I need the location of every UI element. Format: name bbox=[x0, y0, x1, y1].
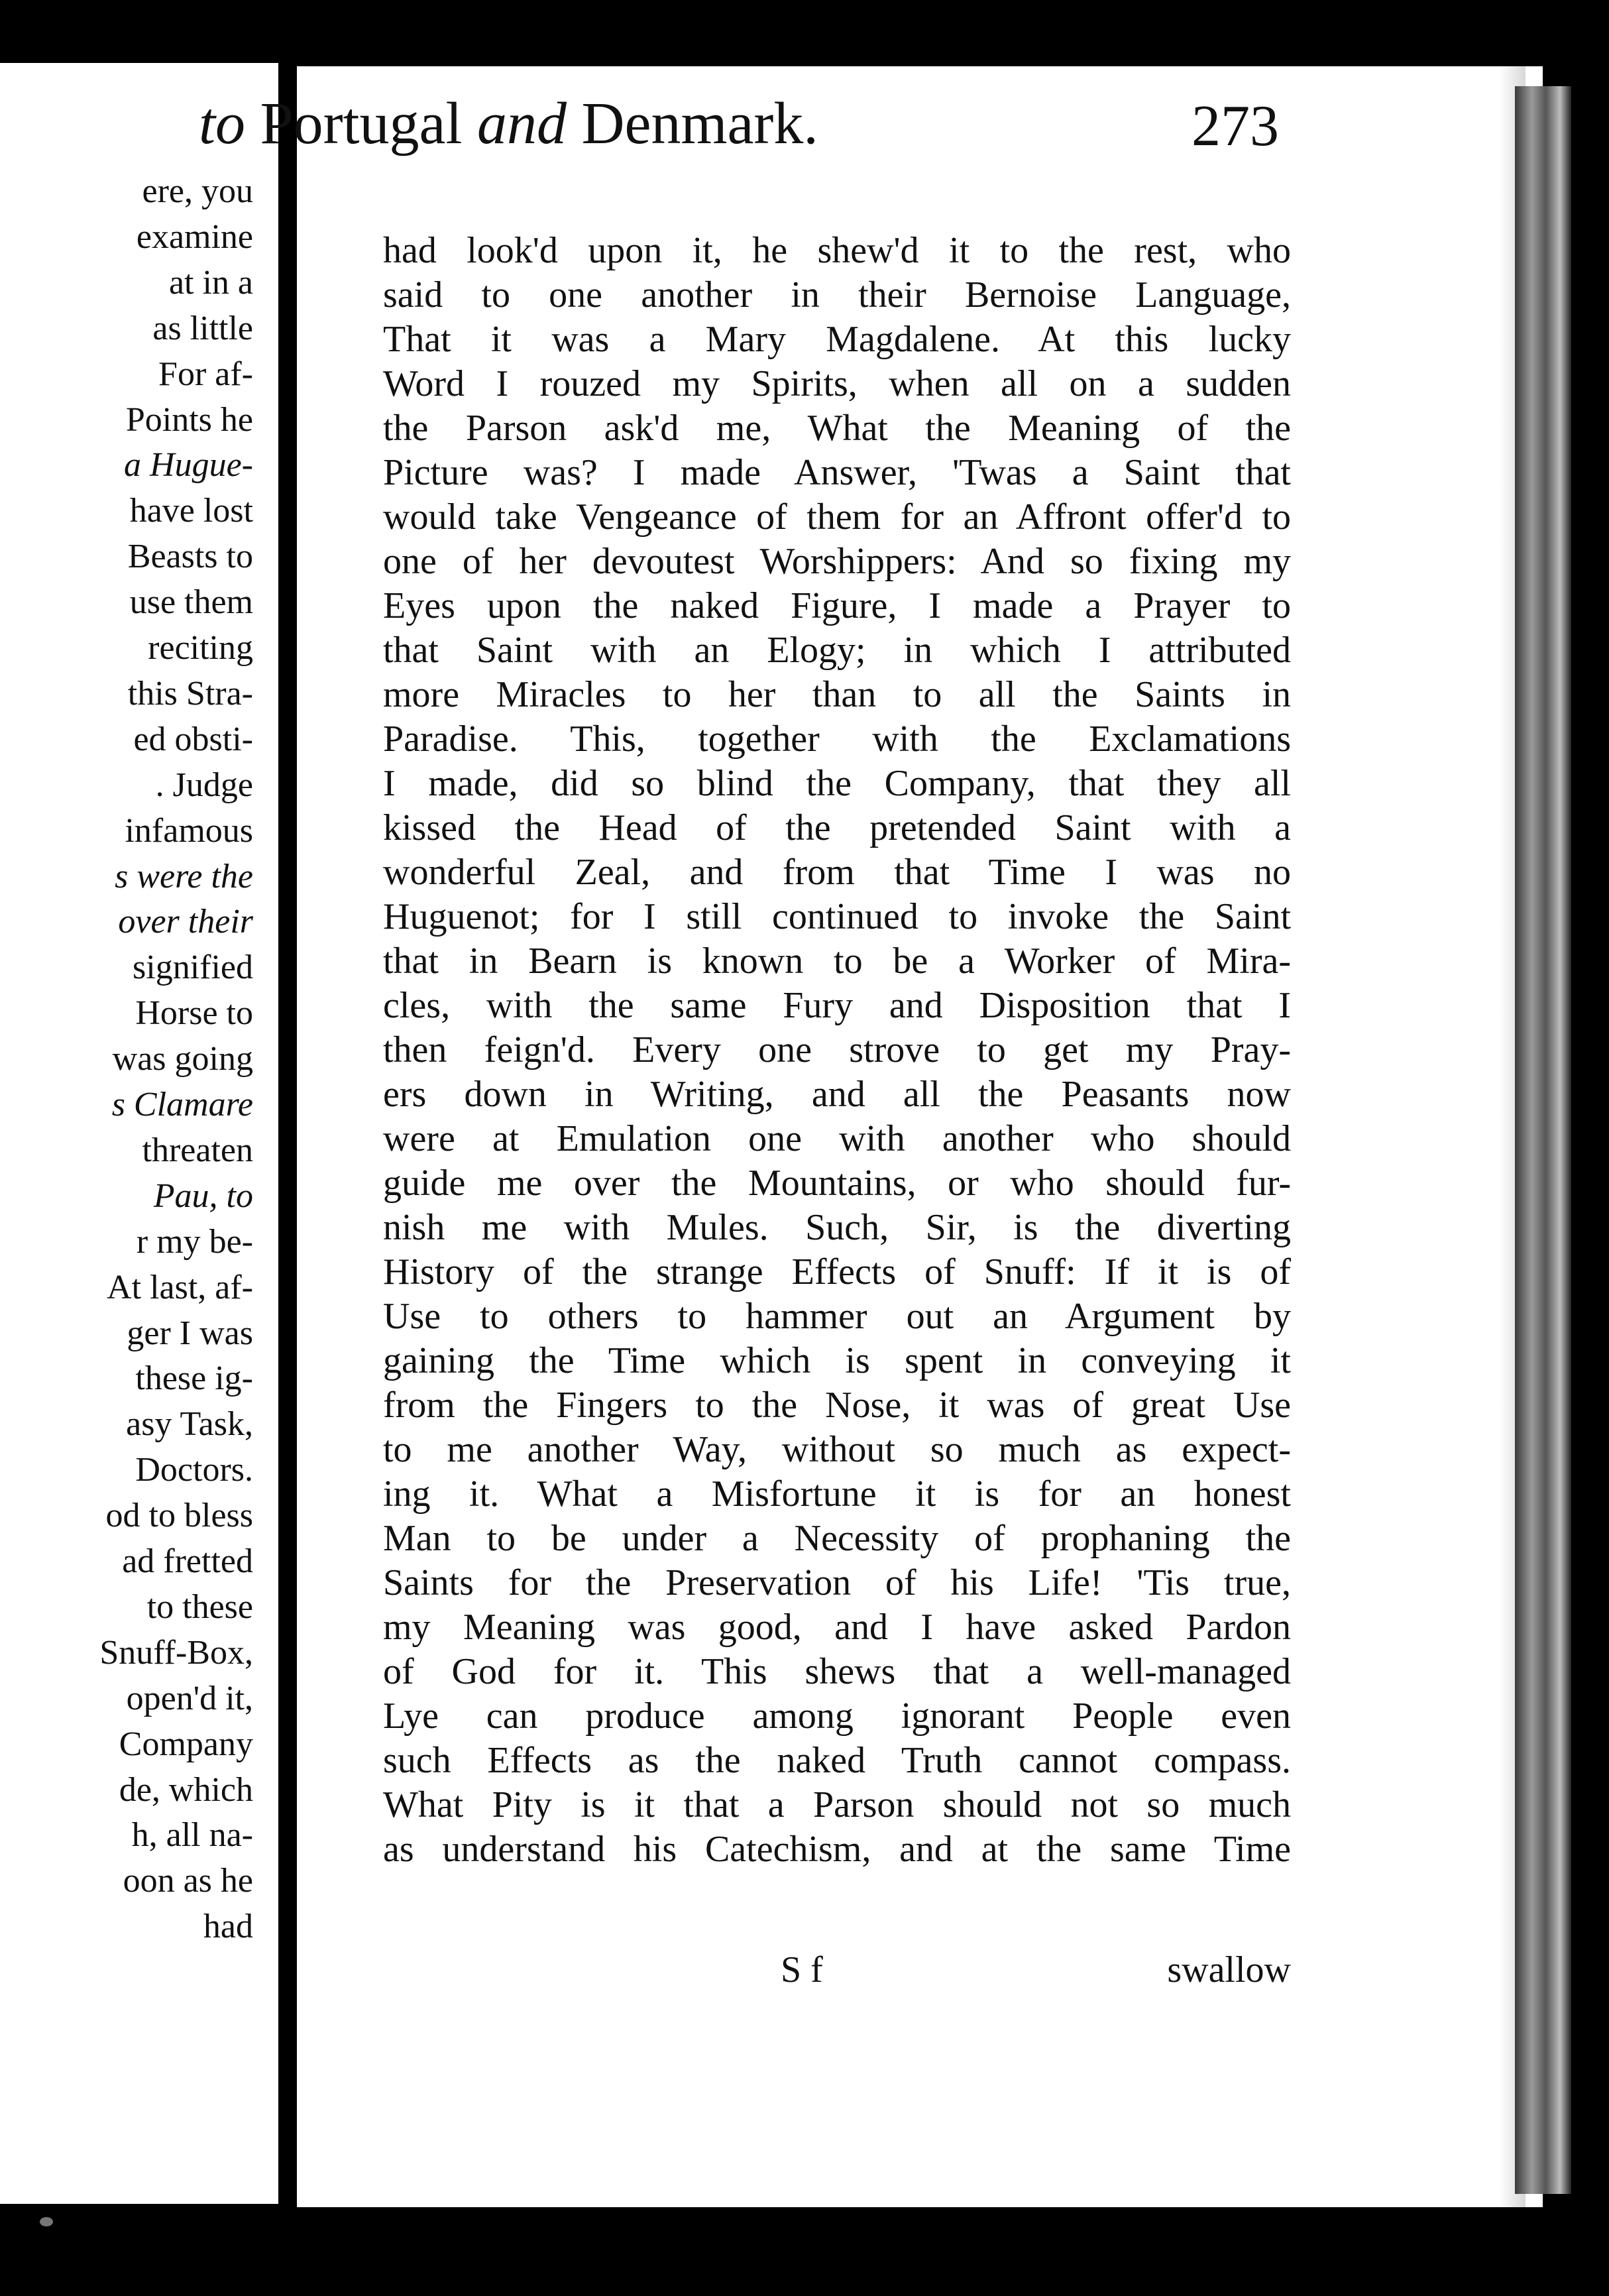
body-line: Eyes upon the naked Figure, I made a Prayer to bbox=[383, 585, 1291, 626]
left-fragment-line: reciting bbox=[148, 629, 253, 667]
page-number: 273 bbox=[1192, 94, 1279, 158]
left-fragment-line: At last, af- bbox=[107, 1268, 253, 1306]
body-line: as understand his Catechism, and at the same Time bbox=[383, 1829, 1291, 1870]
body-text bbox=[383, 229, 1291, 1872]
body-line: such Effects as the naked Truth cannot compass. bbox=[383, 1740, 1291, 1781]
page-edge bbox=[1515, 86, 1571, 2194]
body-line: had look'd upon it, he shew'd it to the rest, who bbox=[383, 230, 1291, 271]
left-fragment-line: a Hugue- bbox=[124, 446, 253, 485]
body-line: History of the strange Effects of Snuff: If it is of bbox=[383, 1251, 1291, 1292]
body-line: more Miracles to her than to all the Saints in bbox=[383, 674, 1291, 715]
body-line: that in Bearn is known to be a Worker of Mira- bbox=[383, 941, 1291, 982]
body-line: gaining the Time which is spent in conveying it bbox=[383, 1340, 1291, 1381]
title-b: Denmark. bbox=[567, 91, 818, 156]
left-fragment-line: Doctors. bbox=[135, 1451, 253, 1489]
left-fragment-line: at in a bbox=[168, 263, 253, 302]
title-mid: and bbox=[477, 91, 567, 156]
left-fragment-line: Beasts to bbox=[127, 538, 253, 576]
left-fragment-line: asy Task, bbox=[126, 1405, 253, 1444]
left-fragment-line: had bbox=[203, 1908, 253, 1946]
body-line: I made, did so blind the Company, that they all bbox=[383, 763, 1291, 804]
body-line: Word I rouzed my Spirits, when all on a sudden bbox=[383, 363, 1291, 404]
left-fragment-line: Points he bbox=[125, 400, 253, 439]
body-line: one of her devoutest Worshippers: And so fixing my bbox=[383, 541, 1291, 582]
left-page bbox=[0, 63, 278, 2204]
left-fragment-line: ger I was bbox=[127, 1314, 253, 1352]
body-line: ers down in Writing, and all the Peasants now bbox=[383, 1074, 1291, 1115]
body-line: kissed the Head of the pretended Saint with a bbox=[383, 807, 1291, 848]
left-fragment-line: these ig- bbox=[135, 1359, 253, 1398]
body-line: Huguenot; for I still continued to invoke the Saint bbox=[383, 896, 1291, 937]
left-fragment-line: Horse to bbox=[135, 994, 253, 1033]
left-fragment-line: examine bbox=[136, 217, 253, 256]
left-fragment-line: signified bbox=[133, 948, 253, 987]
body-line: Use to others to hammer out an Argument by bbox=[383, 1296, 1291, 1337]
running-title bbox=[199, 89, 818, 158]
left-fragment-line: Snuff-Box, bbox=[99, 1633, 253, 1672]
body-line: Man to be under a Necessity of prophaning the bbox=[383, 1518, 1291, 1559]
left-fragment-line: was going bbox=[112, 1040, 253, 1078]
left-fragment-line: ere, you bbox=[142, 172, 253, 210]
left-fragment-line: s Clamare bbox=[111, 1086, 253, 1123]
left-fragment-line: over their bbox=[118, 903, 253, 941]
left-fragment-line: infamous bbox=[125, 811, 253, 850]
body-line: from the Fingers to the Nose, it was of great Use bbox=[383, 1385, 1291, 1426]
left-fragment-line: r my be- bbox=[136, 1222, 253, 1261]
left-fragment-line: de, which bbox=[119, 1770, 253, 1809]
left-fragment-line: h, all na- bbox=[131, 1816, 253, 1855]
signature-mark: S f bbox=[781, 1949, 823, 1990]
left-fragment-line: . Judge bbox=[155, 766, 253, 804]
left-fragment-line: use them bbox=[129, 583, 253, 622]
left-fragment-line: od to bless bbox=[105, 1497, 253, 1535]
title-pre: to bbox=[199, 91, 246, 156]
left-fragment-line: this Stra- bbox=[127, 674, 253, 713]
left-fragment-line: Pau, to bbox=[153, 1177, 253, 1215]
body-line: of God for it. This shews that a well-managed bbox=[383, 1651, 1291, 1692]
left-fragment-line: ad fretted bbox=[122, 1542, 253, 1580]
body-line: What Pity is it that a Parson should not so much bbox=[383, 1784, 1291, 1825]
left-fragment-line: open'd it, bbox=[126, 1679, 253, 1717]
body-line: that Saint with an Elogy; in which I attributed bbox=[383, 630, 1291, 671]
left-fragment-line: s were the bbox=[115, 857, 253, 895]
left-fragment-line: Company bbox=[119, 1725, 253, 1763]
running-header bbox=[199, 89, 1319, 182]
left-fragment-line: ed obsti- bbox=[133, 720, 253, 758]
body-line: my Meaning was good, and I have asked Pardon bbox=[383, 1607, 1291, 1648]
body-line: Lye can produce among ignorant People even bbox=[383, 1695, 1291, 1737]
body-line: then feign'd. Every one strove to get my Pray- bbox=[383, 1029, 1291, 1070]
body-line: wonderful Zeal, and from that Time I was no bbox=[383, 852, 1291, 893]
body-line: said to one another in their Bernoise Language, bbox=[383, 274, 1291, 316]
body-line: nish me with Mules. Such, Sir, is the diverting bbox=[383, 1207, 1291, 1248]
left-fragment-line: threaten bbox=[142, 1131, 253, 1169]
body-line: Saints for the Preservation of his Life! 'Tis true, bbox=[383, 1562, 1291, 1603]
body-line: to me another Way, without so much as expect- bbox=[383, 1429, 1291, 1470]
body-line: Picture was? I made Answer, 'Twas a Saint that bbox=[383, 452, 1291, 493]
body-line: cles, with the same Fury and Disposition that I bbox=[383, 985, 1291, 1026]
ink-smudge bbox=[40, 2217, 53, 2226]
body-line: the Parson ask'd me, What the Meaning of the bbox=[383, 408, 1291, 449]
title-a: Portugal bbox=[245, 91, 477, 156]
body-line: were at Emulation one with another who should bbox=[383, 1118, 1291, 1159]
body-line: Paradise. This, together with the Exclamations bbox=[383, 718, 1291, 760]
left-fragment-line: have lost bbox=[129, 492, 253, 530]
catchword: swallow bbox=[1167, 1949, 1291, 1990]
left-fragment-line: as little bbox=[152, 309, 253, 347]
body-line: That it was a Mary Magdalene. At this lucky bbox=[383, 319, 1291, 360]
page-footer bbox=[383, 1949, 1291, 2002]
body-line: ing it. What a Misfortune it is for an honest bbox=[383, 1473, 1291, 1515]
body-line: would take Vengeance of them for an Affront offer'd to bbox=[383, 496, 1291, 538]
left-fragment-line: to these bbox=[146, 1587, 253, 1626]
left-fragment-line: oon as he bbox=[123, 1862, 253, 1900]
body-line: guide me over the Mountains, or who should fur- bbox=[383, 1163, 1291, 1204]
left-fragment-line: For af- bbox=[158, 355, 253, 393]
